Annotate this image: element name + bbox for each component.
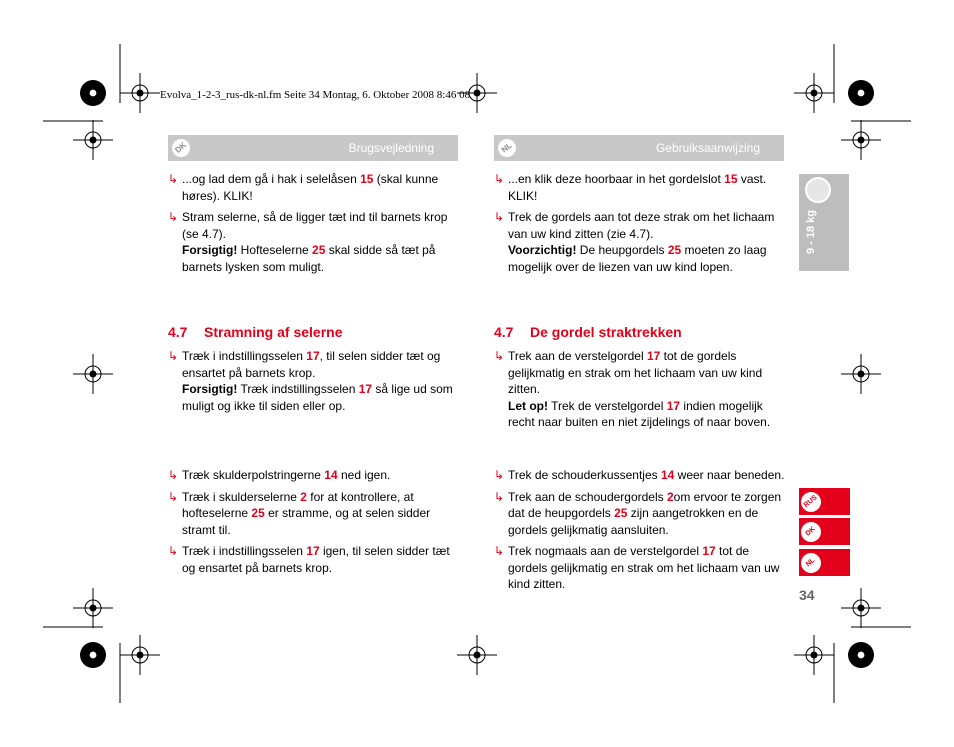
lang-tab-dk [799,518,850,545]
step-arrow-icon: ↳ [168,349,179,363]
part-number: 2 [300,489,307,504]
part-number: 14 [324,468,338,482]
part-number: 14 [660,468,675,482]
section-header-title: Gebruiksaanwijzing [655,141,760,155]
instruction-text: De heupgordels [576,243,668,257]
instruction-text: Træk skulderpolstringerne [182,468,325,482]
instruction-item [494,467,786,484]
instruction-text: , til selen sidder tæt og ensartet på barnets krop. [182,349,441,380]
instruction-item [494,489,786,539]
instruction-item [168,467,460,484]
instruction-text: tot de gordels gelijkmatig en strak om het lichaam van uw kind zitten. [508,544,780,591]
instruction-item [168,348,460,414]
step-arrow-icon: ↳ [168,210,179,224]
part-number: 15 [724,172,738,186]
right-section-heading [494,324,682,340]
instruction-text: Trek de verstelgordel [548,398,667,413]
instruction-text: igen, til selen sidder tæt og ensartet på barnets krop. [182,544,450,575]
caution-note [508,398,786,431]
caution-label: Let op! [508,398,548,413]
left-top-instructions [168,171,460,275]
caution-label: Forsigtig! [182,382,238,396]
instruction-text: Trek de gordels aan tot deze strak om het lichaam van uw kind zitten (zie 4.7). [508,210,775,241]
caution-note [508,242,786,275]
instruction-text: ned igen. [337,468,391,482]
lang-tab-nl [799,549,850,576]
caution-note [182,242,460,275]
section-header-title: Brugsvejledning [348,141,434,155]
instruction-text: så lige ud som muligt og ikke til siden eller op. [182,382,453,413]
part-number: 17 [306,349,320,363]
section-title: De gordel straktrekken [530,324,682,340]
section-number: 4.7 [168,324,188,340]
part-number: 17 [666,398,681,413]
instruction-text: (skal kunne høres). KLIK! [182,172,439,203]
part-number: 25 [614,506,628,520]
step-arrow-icon: ↳ [494,172,505,186]
caution-note [182,381,460,414]
instruction-text: Træk indstillingsselen [237,382,359,396]
lang-tab-label: NL [797,549,825,577]
part-number: 17 [702,544,716,558]
instruction-text: Træk i indstillingsselen [182,544,307,558]
step-arrow-icon: ↳ [168,489,179,504]
instruction-text: for at kontrollere, at hofteselerne [182,489,414,520]
instruction-text: ...og lad dem gå i hak i selelåsen [182,172,361,186]
right-bottom-instructions [494,467,786,593]
instruction-text: Trek aan de schoudergordels [508,489,667,504]
instruction-text: indien mogelijk recht naar buiten en niet zijdelings of naar boven. [508,398,771,429]
part-number: 17 [306,544,320,558]
instruction-text: skal sidde så tæt på barnets lysken som muligt. [182,243,436,274]
header-bar-right [494,135,784,161]
instruction-item [494,209,786,275]
instruction-text: weer naar beneden. [674,468,785,482]
left-bottom-instructions [168,467,460,576]
instruction-item [168,489,460,539]
lang-badge-nl: NL [494,135,519,160]
right-mid-instructions [494,348,786,431]
part-number: 25 [251,506,265,520]
caution-label: Voorzichtig! [508,243,577,257]
print-header: Evolva_1-2-3_rus-dk-nl.fm Seite 34 Montag, 6. Oktober 2008 8:46 08 [160,89,471,101]
part-number: 25 [667,243,682,257]
age-group-tab [799,174,849,271]
step-arrow-icon: ↳ [494,468,505,482]
instruction-text: moeten zo laag mogelijk over de liezen van uw kind lopen. [508,243,767,274]
instruction-text: Hofteselerne [237,243,313,257]
step-arrow-icon: ↳ [494,489,505,504]
left-section-heading [168,324,343,340]
instruction-text: zijn aangetrokken en de gordels gelijkmatig aansluiten. [508,506,759,537]
instruction-text: Trek nogmaals aan de verstelgordel [508,544,703,558]
age-group-label: 9 - 18 kg [805,209,817,254]
section-title: Stramning af selerne [204,324,343,340]
instruction-text: om ervoor te zorgen dat de heupgordels [508,489,782,520]
lang-tab-label: RUS [797,488,825,516]
part-number: 15 [360,172,374,186]
step-arrow-icon: ↳ [494,349,505,363]
step-arrow-icon: ↳ [168,544,179,558]
right-top-instructions [494,171,786,275]
instruction-item [168,543,460,576]
part-number: 17 [646,349,661,363]
instruction-text: Stram selerne, så de ligger tæt ind til barnets krop (se 4.7). [182,210,448,241]
instruction-text: tot de gordels gelijkmatig en strak om het lichaam van uw kind zitten. [508,349,763,396]
part-number: 2 [666,489,674,504]
left-mid-instructions [168,348,460,414]
page-number: 34 [799,587,815,603]
section-number: 4.7 [494,324,514,340]
instruction-item [168,209,460,275]
instruction-text: Trek de schouderkussentjes [508,468,661,482]
child-face-icon [805,177,831,203]
instruction-text: vast. KLIK! [508,172,767,203]
instruction-item [494,348,786,431]
lang-tab-rus [799,488,850,515]
part-number: 25 [312,243,326,257]
instruction-text: Træk i skulderselerne [182,489,301,504]
step-arrow-icon: ↳ [168,468,179,482]
part-number: 17 [358,382,373,396]
step-arrow-icon: ↳ [494,544,505,558]
lang-badge-dk: DK [168,135,193,160]
caution-label: Forsigtig! [182,243,238,257]
instruction-text: Trek aan de verstelgordel [508,349,647,363]
instruction-item [168,171,460,204]
lang-tab-label: DK [797,518,825,546]
instruction-text: ...en klik deze hoorbaar in het gordelslot [508,172,725,186]
step-arrow-icon: ↳ [168,172,179,186]
instruction-text: er stramme, og at selen sidder stramt til. [182,506,431,537]
instruction-text: Træk i indstillingsselen [182,349,307,363]
header-bar-left [168,135,458,161]
instruction-item [494,171,786,204]
step-arrow-icon: ↳ [494,210,505,224]
instruction-item [494,543,786,593]
